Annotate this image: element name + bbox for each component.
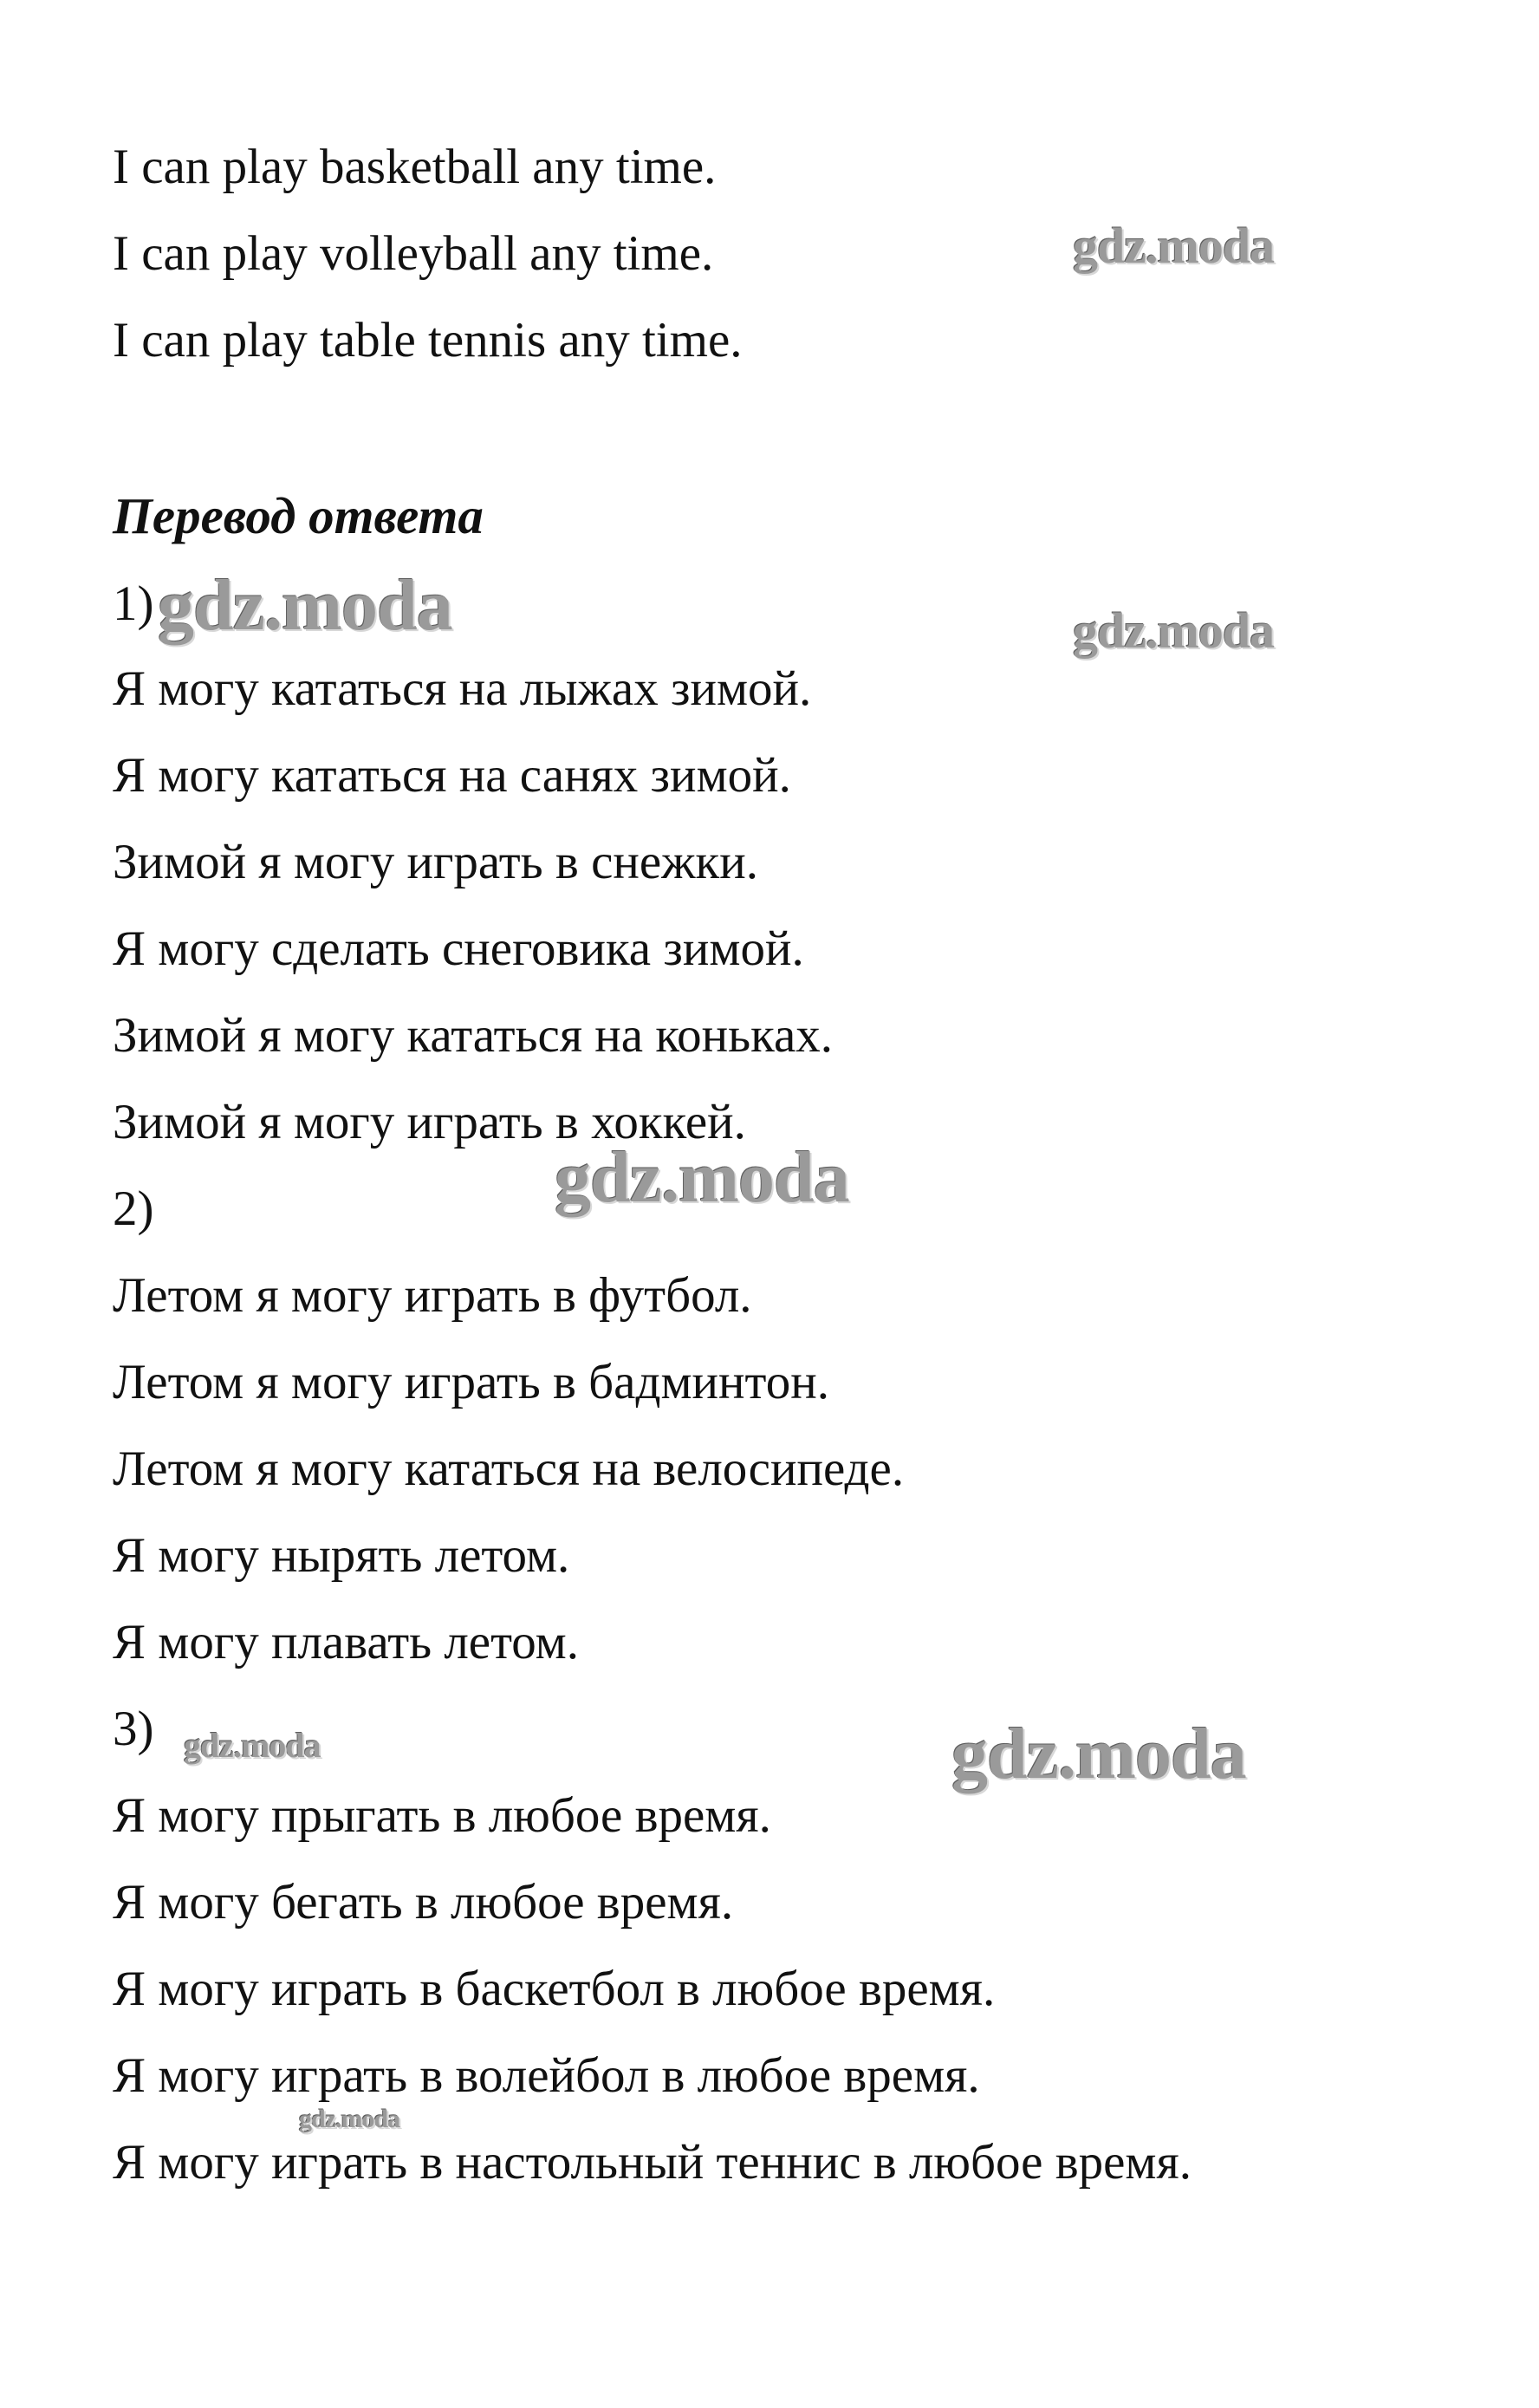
watermark: gdz.moda	[184, 1726, 321, 1765]
translation-line: Зимой я могу кататься на коньках.	[113, 1008, 834, 1063]
english-line: I can play table tennis any time.	[113, 313, 743, 368]
watermark: gdz.moda	[158, 565, 452, 646]
section-number: 1)	[113, 576, 154, 631]
translation-line: Я могу плавать летом.	[113, 1615, 579, 1669]
translation-line: Летом я могу играть в футбол.	[113, 1268, 752, 1323]
translation-line: Я могу кататься на санях зимой.	[113, 748, 791, 803]
watermark: gdz.moda	[555, 1137, 849, 1218]
translation-line: Летом я могу кататься на велосипеде.	[113, 1442, 905, 1496]
translation-line: Зимой я могу играть в снежки.	[113, 835, 759, 889]
translation-line: Я могу играть в волейбол в любое время.	[113, 2048, 980, 2103]
translation-line: Я могу играть в настольный теннис в любое время.	[113, 2135, 1192, 2190]
watermark: gdz.moda	[951, 1714, 1246, 1794]
section-number: 3)	[113, 1702, 154, 1756]
translation-line: Летом я могу играть в бадминтон.	[113, 1355, 829, 1409]
translation-line: Я могу кататься на лыжах зимой.	[113, 661, 812, 716]
watermark: gdz.moda	[299, 2105, 400, 2133]
translation-line: Зимой я могу играть в хоккей.	[113, 1095, 746, 1149]
watermark: gdz.moda	[1073, 218, 1275, 274]
english-line: I can play basketball any time.	[113, 140, 717, 194]
english-line: I can play volleyball any time.	[113, 226, 714, 281]
translation-line: Я могу нырять летом.	[113, 1528, 570, 1583]
section-number: 2)	[113, 1181, 154, 1236]
translation-line: Я могу бегать в любое время.	[113, 1875, 734, 1930]
translation-line: Я могу играть в баскетбол в любое время.	[113, 1962, 996, 2016]
watermark: gdz.moda	[1073, 602, 1275, 659]
translation-heading: Перевод ответа	[113, 487, 484, 544]
translation-line: Я могу сделать снеговика зимой.	[113, 921, 804, 976]
translation-line: Я могу прыгать в любое время.	[113, 1788, 771, 1843]
